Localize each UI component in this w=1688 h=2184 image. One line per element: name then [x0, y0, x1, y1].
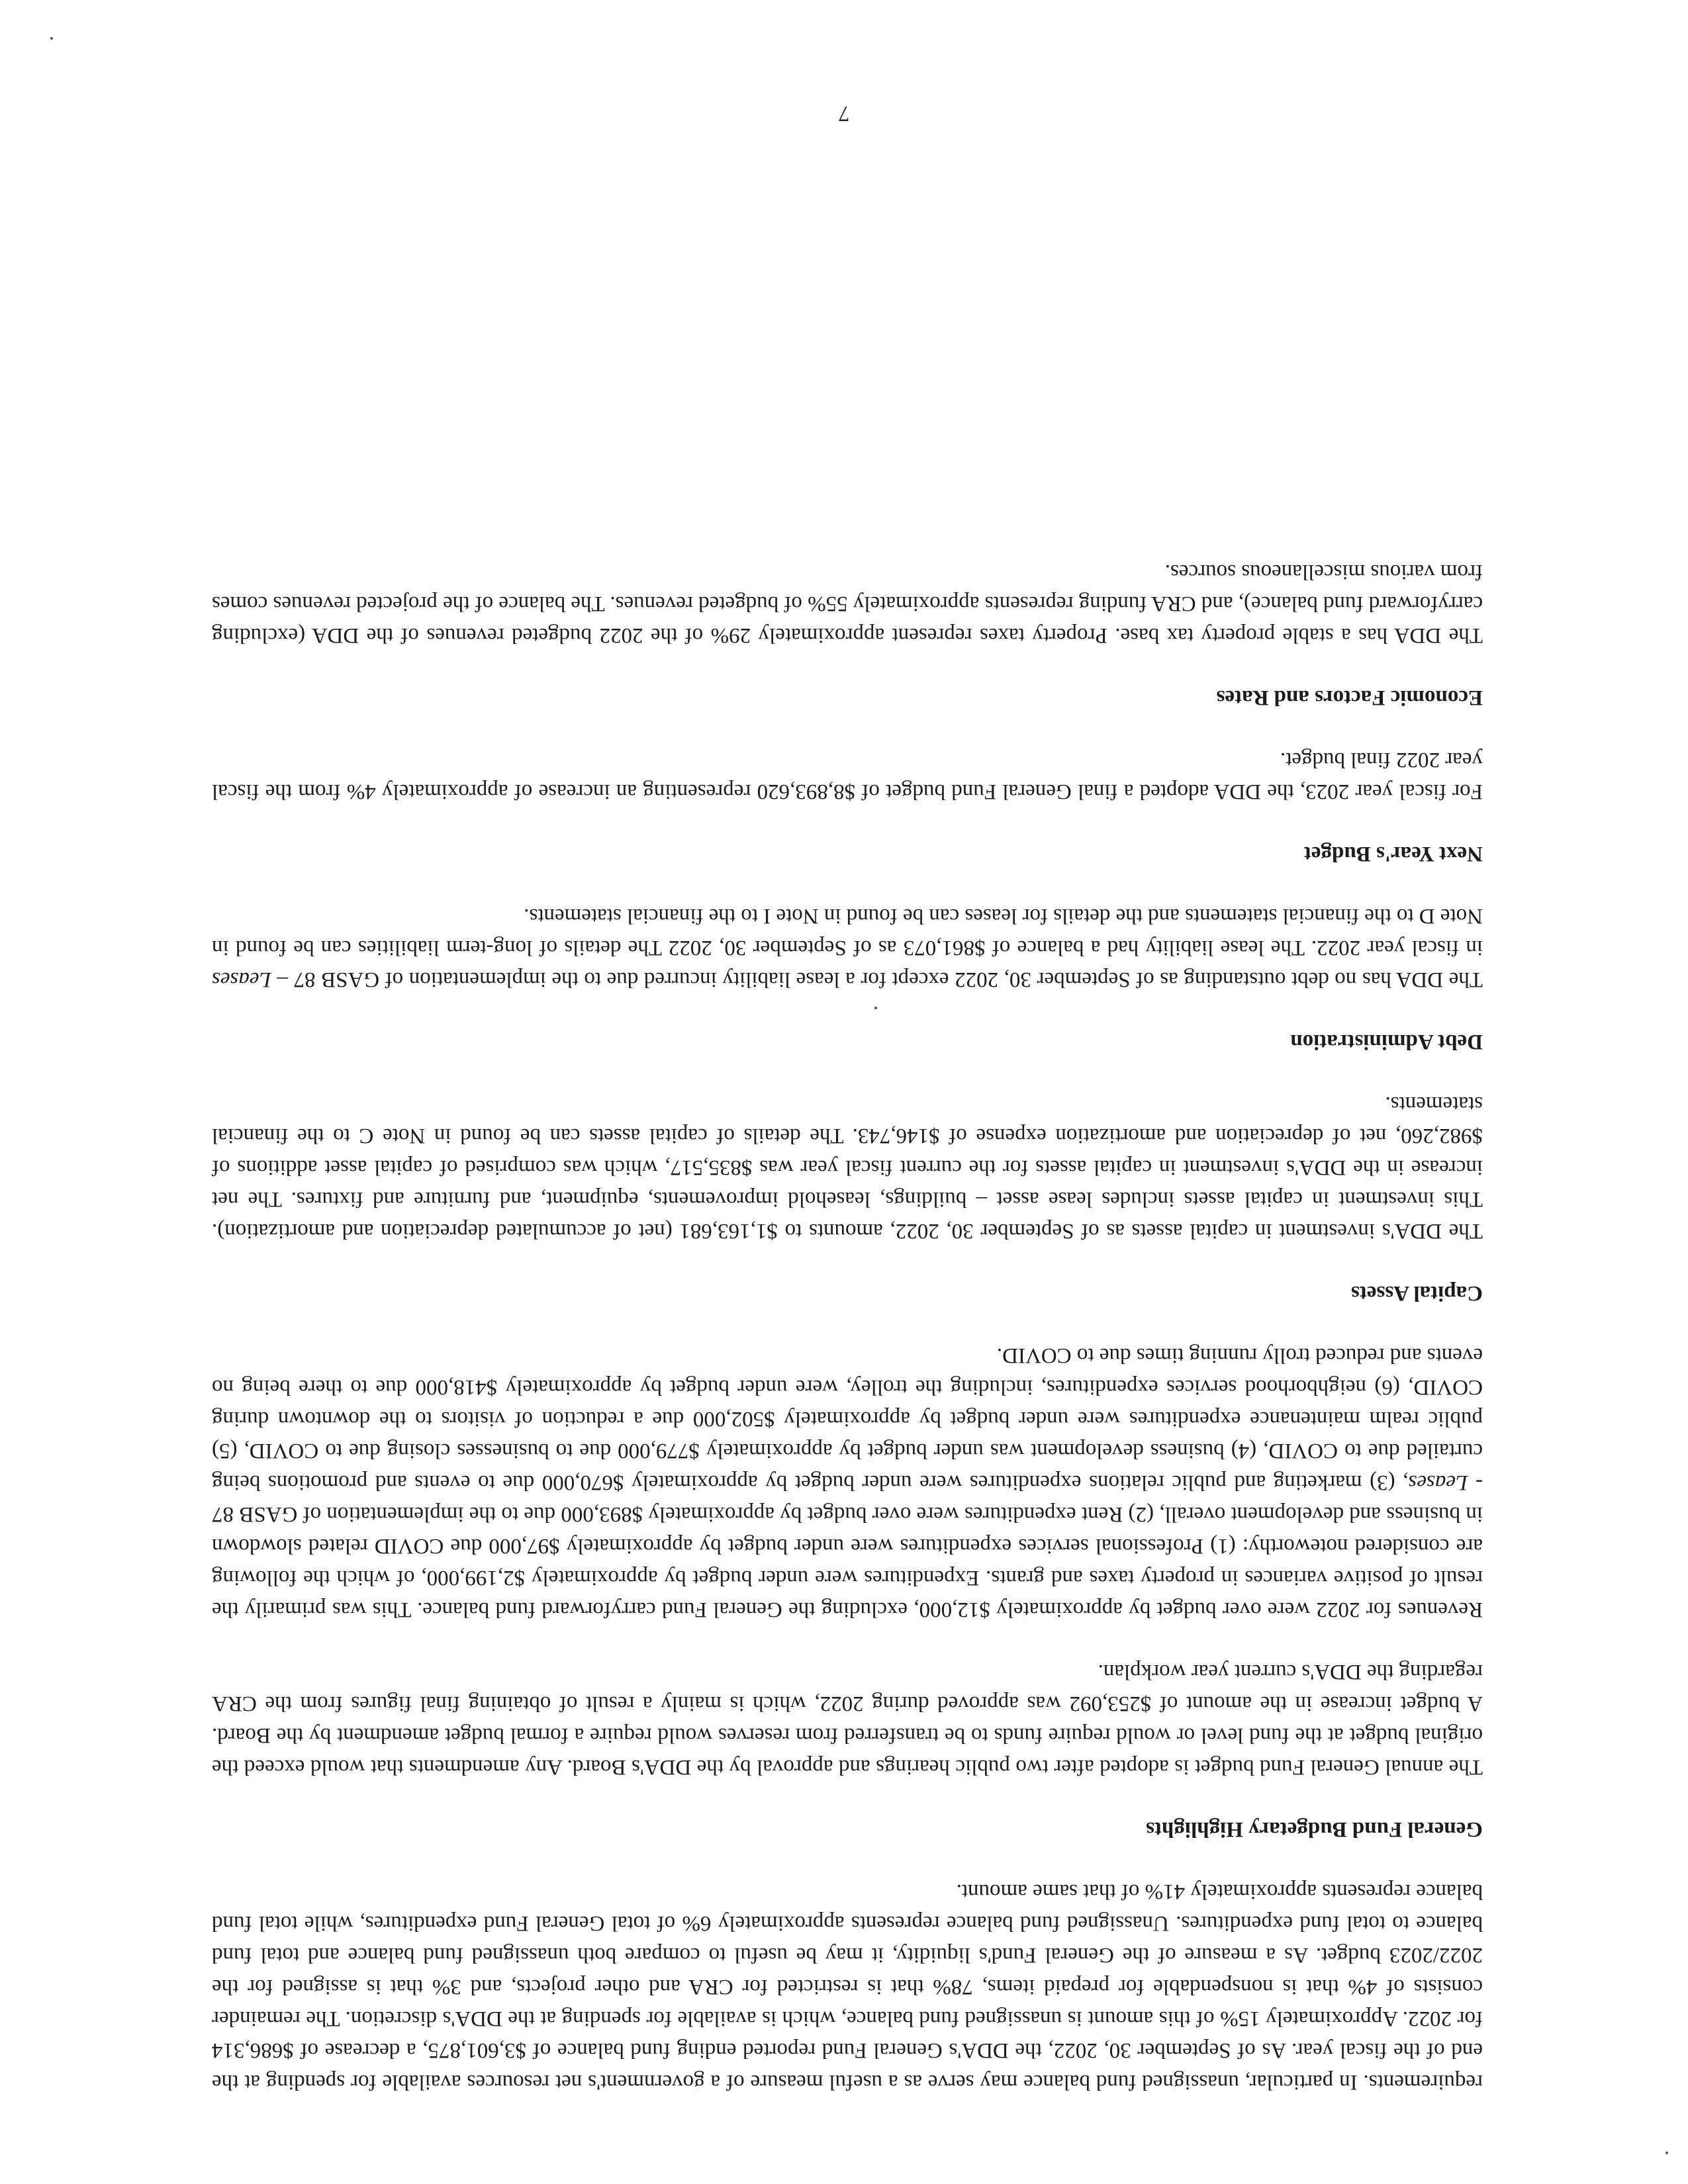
scan-speck: [874, 1007, 877, 1009]
budgetary-paragraph-2-part-b: , (3) marketing and public relations expenditures were under budget by approximately $670,000 due to events and promotions being curtailed due to COVID, (4) business development was under budget by approximately $779,000 due to businesses closing due to COVID, (5) public realm maintenance expenditures were under budget by approximately $502,000 due a reduction of visitors to the downtown during COVID, (6) neighborhood services expenditures, including the trolley, were under budget by approximately $418,000 due to there being no events and reduced trolly running times due to COVID.: [212, 1343, 1483, 1494]
intro-paragraph: requirements. In particular, unassigned fund balance may serve as a useful measure of a government's net resources available for spending at the end of the fiscal year. As of September 30, 2022, the DDA's General Fund reported ending fund balance of $3,601,875, a decrease of $686,314 for 2022. Approximately 15% of this amount is unassigned fund balance, which is available for spending at the DDA's discretion. The remainder consists of 4% that is nonspendable for prepaid items, 78% that is restricted for CRA and other projects, and 3% that is assigned for the 2022/2023 budget. As a measure of the General Fund's liquidity, it may be useful to compare both unassigned fund balance and total fund balance to total fund expenditures. Unassigned fund balance represents approximately 6% of total General Fund expenditures, while total fund balance represents approximately 41% of that same amount.: [212, 1880, 1483, 2094]
debt-administration-heading: Debt Administration: [1290, 1030, 1483, 1054]
debt-paragraph-emphasis: Leases: [212, 968, 271, 991]
scan-speck: [50, 37, 53, 40]
next-years-budget-heading: Next Year's Budget: [1303, 842, 1483, 866]
capital-assets-heading: Capital Assets: [1351, 1281, 1483, 1305]
debt-paragraph-part-b: in fiscal year 2022. The lease liability had a balance of $861,073 as of September 30, 2022 The details of long-term liabilities can be found in Note D to the financial statements and the details for leases can be found in Note I to the financial statements.: [212, 904, 1483, 960]
budgetary-paragraph-1: The annual General Fund budget is adopted after two public hearings and approval by the DDA's Board. Any amendments that would exceed the original budget at the fund level or would require funds to be transferred from reserves would require a formal budget amendment by the Board. A budget increase in the amount of $253,092 was approved during 2022, which is mainly a result of obtaining final figures from the CRA regarding the DDA's current year workplan.: [212, 1660, 1483, 1779]
capital-assets-paragraph: The DDA's investment in capital assets as of September 30, 2022, amounts to $1,163,681 (net of accumulated depreciation and amortization). This investment in capital assets includes lease asset – buildings, leasehold improvements, equipment, and furniture and fixtures. The net increase in the DDA's investment in capital assets for the current fiscal year was $835,517, which was comprised of capital asset additions of $982,260, net of depreciation and amortization expense of $146,743. The details of capital assets can be found in Note C to the financial statements.: [212, 1092, 1483, 1243]
budgetary-highlights-heading: General Fund Budgetary Highlights: [1146, 1817, 1483, 1841]
page-body: [212, 525, 1483, 2098]
page-number: 7: [838, 101, 850, 126]
economic-factors-paragraph: The DDA has a stable property tax base. Property taxes represent approximately 29% of the 2022 budgeted revenues of the DDA (excluding carryforward fund balance), and CRA funding represents approximately 55% of budgeted revenues. The balance of the projected revenues comes from various miscellaneous sources.: [212, 560, 1483, 647]
budgetary-paragraph-2: [212, 1340, 1483, 1625]
scan-speck: [1665, 2152, 1668, 2154]
budgetary-paragraph-2-part-a: Revenues for 2022 were over budget by approximately $12,000, excluding the General Fund carryforward fund balance. This was primarily the result of positive variances in property taxes and grants. Expenditures were under budget by approximately $2,199,000, of which the following are considered noteworthy: (1) Professional services expenditures were under budget by approximately $97,000 due COVID related slowdown in business and development overall, (2) Rent expenditures were over budget by approximately $893,000 due to the implementation of GASB 87 -: [212, 1471, 1483, 1621]
economic-factors-heading: Economic Factors and Rates: [1216, 686, 1483, 709]
budgetary-paragraph-2-emphasis: Leases: [1408, 1471, 1468, 1494]
debt-paragraph-part-a: The DDA has no debt outstanding as of September 30, 2022 except for a lease liability incurred due to the implementation of GASB 87 –: [271, 968, 1483, 991]
next-years-budget-paragraph: For fiscal year 2023, the DDA adopted a final General Fund budget of $8,893,620 representing an increase of approximately 4% from the fiscal year 2022 final budget.: [212, 748, 1483, 803]
debt-administration-paragraph: [212, 900, 1483, 995]
